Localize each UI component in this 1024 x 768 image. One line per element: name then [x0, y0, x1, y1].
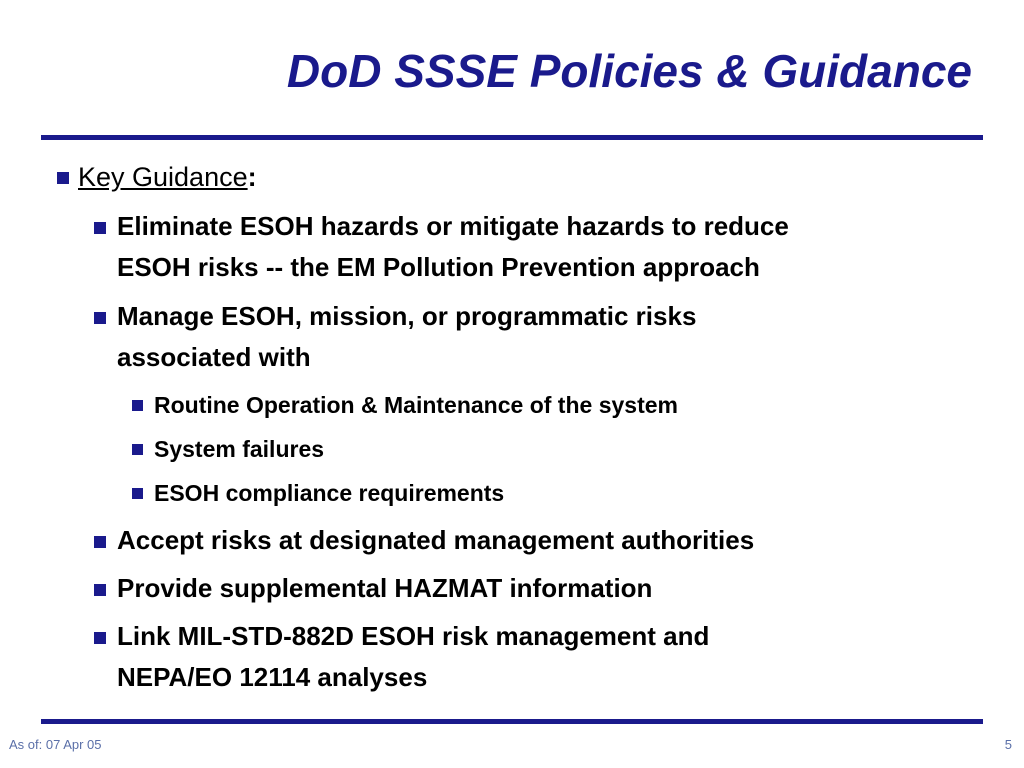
bullet-square-icon	[94, 312, 106, 324]
slide-title: DoD SSSE Policies & Guidance	[286, 45, 972, 97]
bullet-square-icon	[132, 488, 143, 499]
bullet-square-icon	[94, 536, 106, 548]
bullet-square-icon	[94, 222, 106, 234]
bullet-square-icon	[94, 584, 106, 596]
key-guidance-heading	[78, 161, 257, 193]
heading-colon: :	[247, 162, 257, 192]
list-item-line: Manage ESOH, mission, or programmatic risks	[117, 301, 697, 331]
list-item-line: NEPA/EO 12114 analyses	[117, 662, 428, 692]
sub-list-item: System failures	[154, 436, 325, 462]
list-item	[117, 520, 754, 561]
list-item-line: Eliminate ESOH hazards or mitigate hazards to reduce	[117, 211, 789, 241]
page-number: 5	[1004, 737, 1012, 752]
footer-divider	[41, 719, 983, 724]
list-item-line: Link MIL-STD-882D ESOH risk management and	[117, 621, 710, 651]
bullet-square-icon	[94, 632, 106, 644]
bullet-square-icon	[132, 400, 143, 411]
sub-list-item: ESOH compliance requirements	[154, 480, 505, 506]
bullet-square-icon	[132, 444, 143, 455]
list-item	[117, 206, 789, 288]
bullet-square-icon	[57, 172, 69, 184]
list-item	[117, 616, 709, 698]
list-item-line: ESOH risks -- the EM Pollution Prevention approach	[117, 252, 760, 282]
sub-list-item: Routine Operation & Maintenance of the system	[154, 392, 678, 418]
list-item	[117, 568, 652, 609]
footer-date: As of: 07 Apr 05	[9, 737, 102, 752]
list-item-line: Accept risks at designated management authorities	[117, 525, 755, 555]
list-item-line: Provide supplemental HAZMAT information	[117, 573, 653, 603]
list-item	[117, 296, 696, 378]
list-item-line: associated with	[117, 342, 311, 372]
heading-text: Key Guidance	[78, 162, 248, 192]
